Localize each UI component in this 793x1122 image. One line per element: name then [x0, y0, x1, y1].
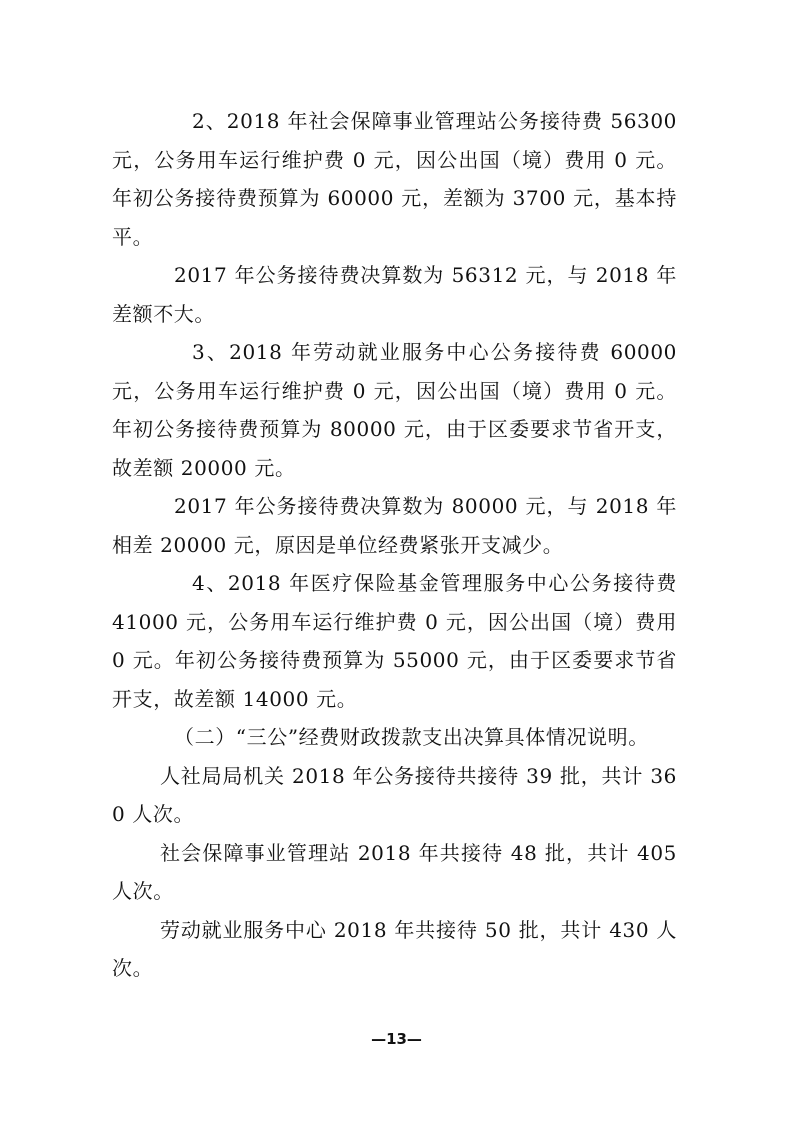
paragraph-medical-insurance-center: 4、2018 年医疗保险基金管理服务中心公务接待费 41000 元，公务用车运行维护费 0 元，因公出国（境）费用 0 元。年初公务接待费预算为 55000 元，由于区委要求节省开支，故差额 14000 元。: [112, 571, 677, 711]
paragraph-employment-reception: 劳动就业服务中心 2018 年共接待 50 批，共计 430 人次。: [112, 917, 677, 980]
page-number: —13—: [371, 1030, 422, 1048]
paragraph-station-reception: 社会保障事业管理站 2018 年共接待 48 批，共计 405 人次。: [112, 840, 677, 903]
document-body: [112, 102, 677, 988]
paragraph-2017-comparison-1: 2017 年公务接待费决算数为 56312 元，与 2018 年差额不大。: [112, 263, 677, 326]
paragraph-social-security-station: 2、2018 年社会保障事业管理站公务接待费 56300 元，公务用车运行维护费 0 元，因公出国（境）费用 0 元。年初公务接待费预算为 60000 元，差额为 3700 元，基本持平。: [112, 109, 677, 249]
paragraph-bureau-reception: 人社局局机关 2018 年公务接待共接待 39 批，共计 360 人次。: [112, 763, 677, 826]
paragraph-2017-comparison-2: 2017 年公务接待费决算数为 80000 元，与 2018 年相差 20000 元，原因是单位经费紧张开支减少。: [112, 494, 677, 557]
paragraph-employment-center: 3、2018 年劳动就业服务中心公务接待费 60000 元，公务用车运行维护费 0 元，因公出国（境）费用 0 元。年初公务接待费预算为 80000 元，由于区委要求节省开支，故差额 20000 元。: [112, 340, 677, 480]
section-heading-three-public-expenses: （二）“三公”经费财政拨款支出决算具体情况说明。: [174, 725, 649, 749]
